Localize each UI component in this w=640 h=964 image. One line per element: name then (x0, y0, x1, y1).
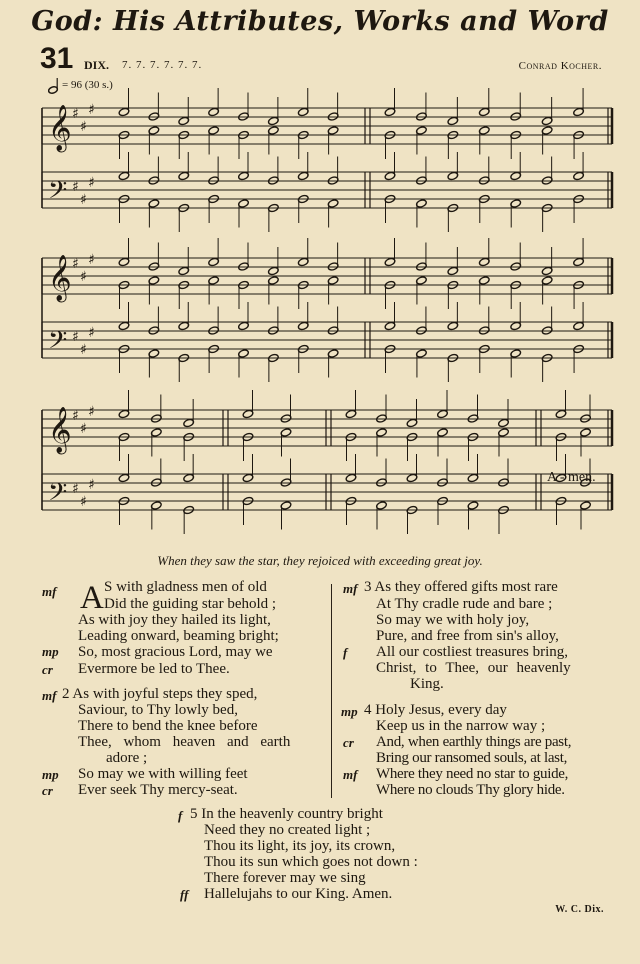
sharp-icon: ♯ (80, 119, 87, 135)
sharp-icon: ♯ (72, 256, 79, 272)
stanza-line: Bring our ransomed souls, at last, (376, 750, 568, 766)
stanza-line: Need they no created light ; (204, 822, 371, 838)
lyricist: W. C. Dix. (555, 904, 604, 915)
dynamic-marking: cr (42, 662, 53, 677)
stanza-line: Where they need no star to guide, (376, 766, 569, 782)
dynamic-marking: ff (180, 887, 189, 902)
sharp-icon: ♯ (88, 404, 95, 420)
sharp-icon: ♯ (88, 175, 95, 191)
stanza-line: Evermore be led to Thee. (78, 661, 230, 677)
dynamic-marking: mf (42, 688, 57, 703)
sharp-icon: ♯ (80, 494, 87, 510)
epigraph: When they saw the star, they rejoiced with exceeding great joy. (157, 553, 483, 568)
stanza-line: All our costliest treasures bring, (376, 644, 569, 660)
bass-clef-icon: 𝄢 (48, 478, 68, 513)
stanza-line: At Thy cradle rude and bare ; (376, 596, 553, 612)
composer: Conrad Kocher. (518, 60, 602, 72)
dynamic-marking: f (178, 808, 183, 823)
dynamic-marking: mf (343, 767, 358, 782)
sharp-icon: ♯ (72, 329, 79, 345)
stanza-line: There forever may we sing (204, 870, 366, 886)
sharp-icon: ♯ (88, 325, 95, 341)
tune-name: DIX. (84, 58, 110, 72)
stanza-line: S with gladness men of old (104, 579, 267, 595)
sharp-icon: ♯ (88, 252, 95, 268)
sharp-icon: ♯ (72, 106, 79, 122)
bass-clef-icon: 𝄢 (48, 326, 68, 361)
sharp-icon: ♯ (80, 192, 87, 208)
stanza-line: Thee, whom heaven and earth (78, 734, 291, 750)
dynamic-marking: mf (42, 584, 57, 599)
stanza-line: Keep us in the narrow way ; (376, 718, 546, 734)
page-title: God: His Attributes, Works and Word (31, 6, 609, 37)
stanza-line: So may we with willing feet (78, 766, 248, 782)
stanza-line: Christ, to Thee, our heavenly (376, 660, 571, 676)
stanza-line: Ever seek Thy mercy-seat. (78, 782, 238, 798)
sharp-icon: ♯ (72, 408, 79, 424)
dynamic-marking: cr (42, 783, 53, 798)
amen-label: A - men. (547, 470, 596, 485)
hymn-number: 31 (40, 42, 74, 75)
meter: 7. 7. 7. 7. 7. 7. (122, 59, 203, 71)
stanza-line: Thou its light, its joy, its crown, (204, 838, 396, 854)
stanza-line: King. (410, 676, 444, 692)
stanza-line: And, when earthly things are past, (376, 734, 572, 750)
sharp-icon: ♯ (80, 421, 87, 437)
stanza-line: 3 As they offered gifts most rare (364, 579, 558, 595)
stanza-line: adore ; (106, 750, 148, 766)
sharp-icon: ♯ (72, 179, 79, 195)
tempo-marking: = 96 (30 s.) (62, 79, 113, 91)
stanza-line: Saviour, to Thy lowly bed, (78, 702, 238, 718)
bass-clef-icon: 𝄢 (48, 176, 68, 211)
treble-clef-icon: 𝄞 (48, 105, 72, 151)
dynamic-marking: mp (42, 644, 59, 659)
stanza-line: Where no clouds Thy glory hide. (376, 782, 565, 798)
treble-clef-icon: 𝄞 (48, 407, 72, 453)
stanza-line: Leading onward, beaming bright; (78, 628, 279, 644)
stanza-line: As with joy they hailed its light, (78, 612, 271, 628)
column-divider (331, 584, 332, 798)
drop-cap: A (80, 580, 104, 616)
dynamic-marking: f (343, 645, 348, 660)
dynamic-marking: mf (343, 581, 358, 596)
stanza-line: Did the guiding star behold ; (104, 596, 277, 612)
dynamic-marking: mp (42, 767, 59, 782)
stanza-line: There to bend the knee before (78, 718, 258, 734)
sharp-icon: ♯ (80, 269, 87, 285)
sharp-icon: ♯ (72, 481, 79, 497)
sharp-icon: ♯ (88, 477, 95, 493)
stanza-line: Pure, and free from sin's alloy, (376, 628, 559, 644)
stanza-line: 4 Holy Jesus, every day (364, 702, 507, 718)
stanza-line: Thou its sun which goes not down : (204, 854, 418, 870)
dynamic-marking: mp (341, 704, 358, 719)
stanza-line: Hallelujahs to our King. Amen. (204, 886, 393, 902)
stanza-line: 2 As with joyful steps they sped, (62, 686, 258, 702)
stanza-line: So, most gracious Lord, may we (78, 644, 273, 660)
sharp-icon: ♯ (80, 342, 87, 358)
stanza-line: So may we with holy joy, (376, 612, 530, 628)
stanza-line: 5 In the heavenly country bright (190, 806, 383, 822)
sharp-icon: ♯ (88, 102, 95, 118)
treble-clef-icon: 𝄞 (48, 255, 72, 301)
dynamic-marking: cr (343, 735, 354, 750)
